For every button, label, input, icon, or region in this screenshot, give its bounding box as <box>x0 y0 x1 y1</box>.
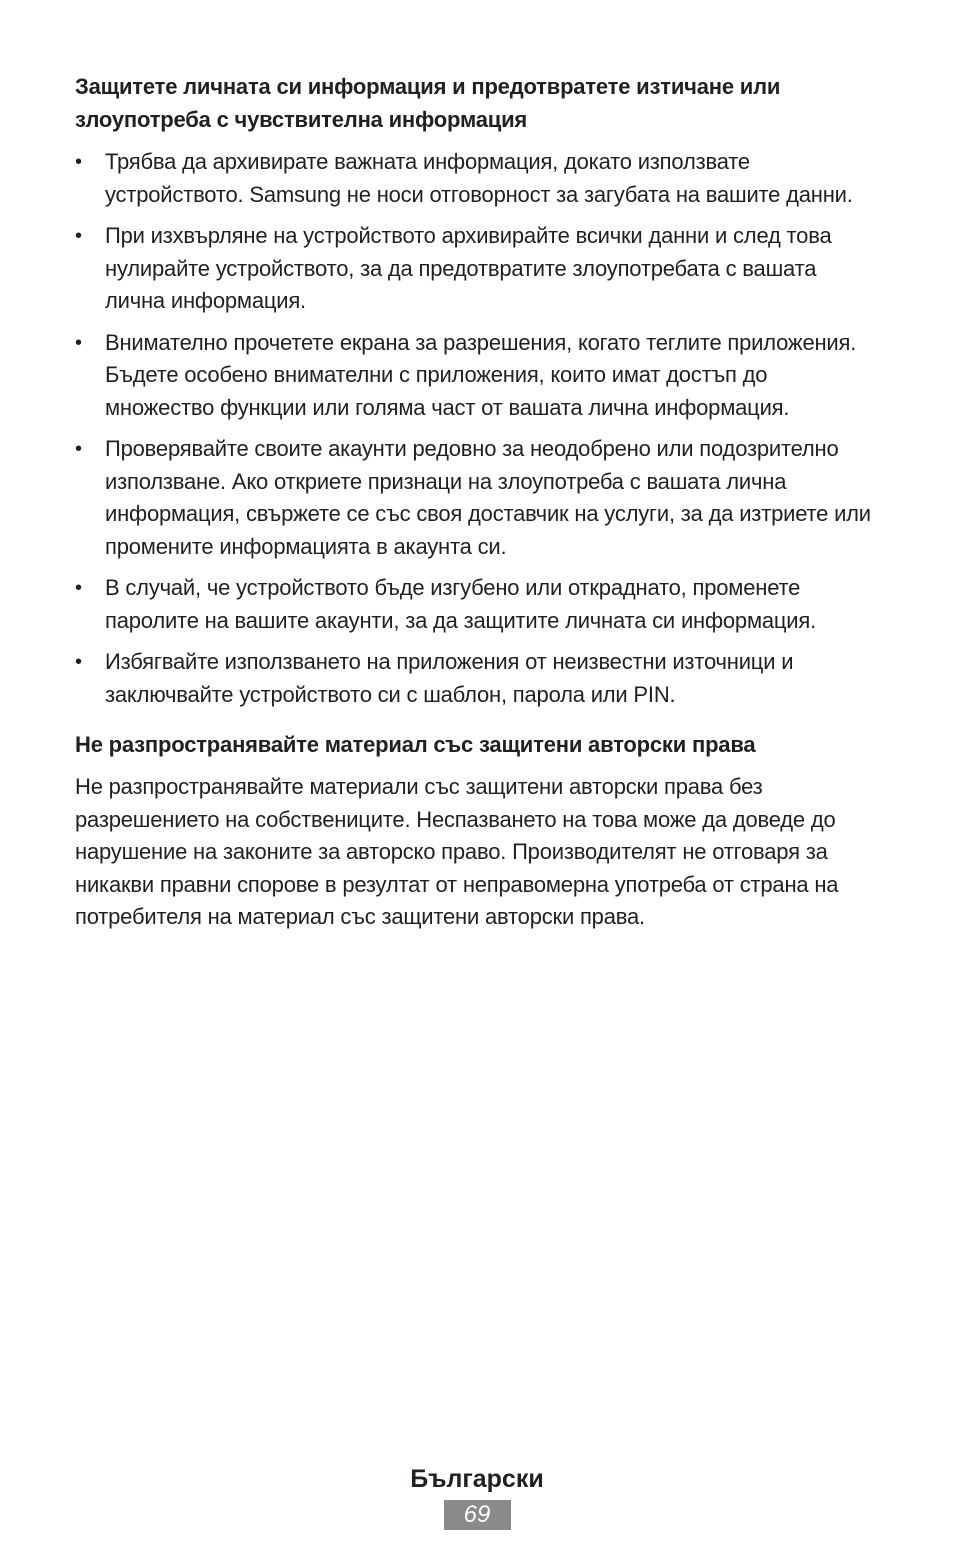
page-footer <box>0 1462 954 1530</box>
bullet-text: При изхвърляне на устройството архивирайте всички данни и след това нулирайте устройството, за да предотвратите злоупотребата с вашата лична информация. <box>105 223 832 313</box>
bullet-icon: • <box>75 438 82 460</box>
footer-language: Български <box>410 1465 544 1493</box>
bullet-text: В случай, че устройството бъде изгубено или откраднато, променете паролите на вашите акаунти, за да защитите личната си информация. <box>105 575 817 633</box>
list-item <box>75 220 875 318</box>
bullet-icon: • <box>75 331 82 354</box>
privacy-bullet-list <box>75 146 875 711</box>
bullet-icon: • <box>75 225 82 247</box>
bullet-icon: • <box>75 151 82 173</box>
page-number: 69 <box>444 1500 511 1530</box>
bullet-text: Внимателно прочетете екрана за разрешения, когато теглите приложения. Бъдете особено внимателни с приложения, които имат достъп до множество функции или голяма част от вашата лична информация. <box>105 329 857 420</box>
copyright-paragraph: Не разпространявайте материали със защитени авторски права без разрешението на собствениците. Неспазването на това може да доведе до нарушение на законите за авторско право. Производителят не отговаря за никакви правни спорове в резултат от неправомерна употреба от страна на потребителя на материал със защитени авторски права. <box>75 774 839 929</box>
bullet-text: Трябва да архивирате важната информация, докато използвате устройството. Samsung не носи отговорност за загубата на вашите данни. <box>105 149 853 207</box>
list-item <box>75 433 875 563</box>
section-heading-copyright: Не разпространявайте материал със защитени авторски права <box>75 732 756 757</box>
bullet-text: Проверявайте своите акаунти редовно за неодобрено или подозрително използване. Ако откриете признаци на злоупотреба с вашата лична информация, свържете се със своя доставчик на услуги, за да изтриете или промените информацията в акаунта си. <box>105 436 871 559</box>
list-item <box>75 572 875 637</box>
section-heading-privacy: Защитете личната си информация и предотвратете изтичане или злоупотреба с чувствителна информация <box>75 74 781 132</box>
list-item <box>75 146 875 211</box>
bullet-text: Избягвайте използването на приложения от неизвестни източници и заключвайте устройството си с шаблон, парола или PIN. <box>105 649 794 707</box>
bullet-icon: • <box>75 577 82 599</box>
copyright-section <box>75 728 875 934</box>
bullet-icon: • <box>75 651 82 673</box>
document-page <box>75 70 875 934</box>
list-item <box>75 327 875 425</box>
list-item <box>75 646 875 711</box>
